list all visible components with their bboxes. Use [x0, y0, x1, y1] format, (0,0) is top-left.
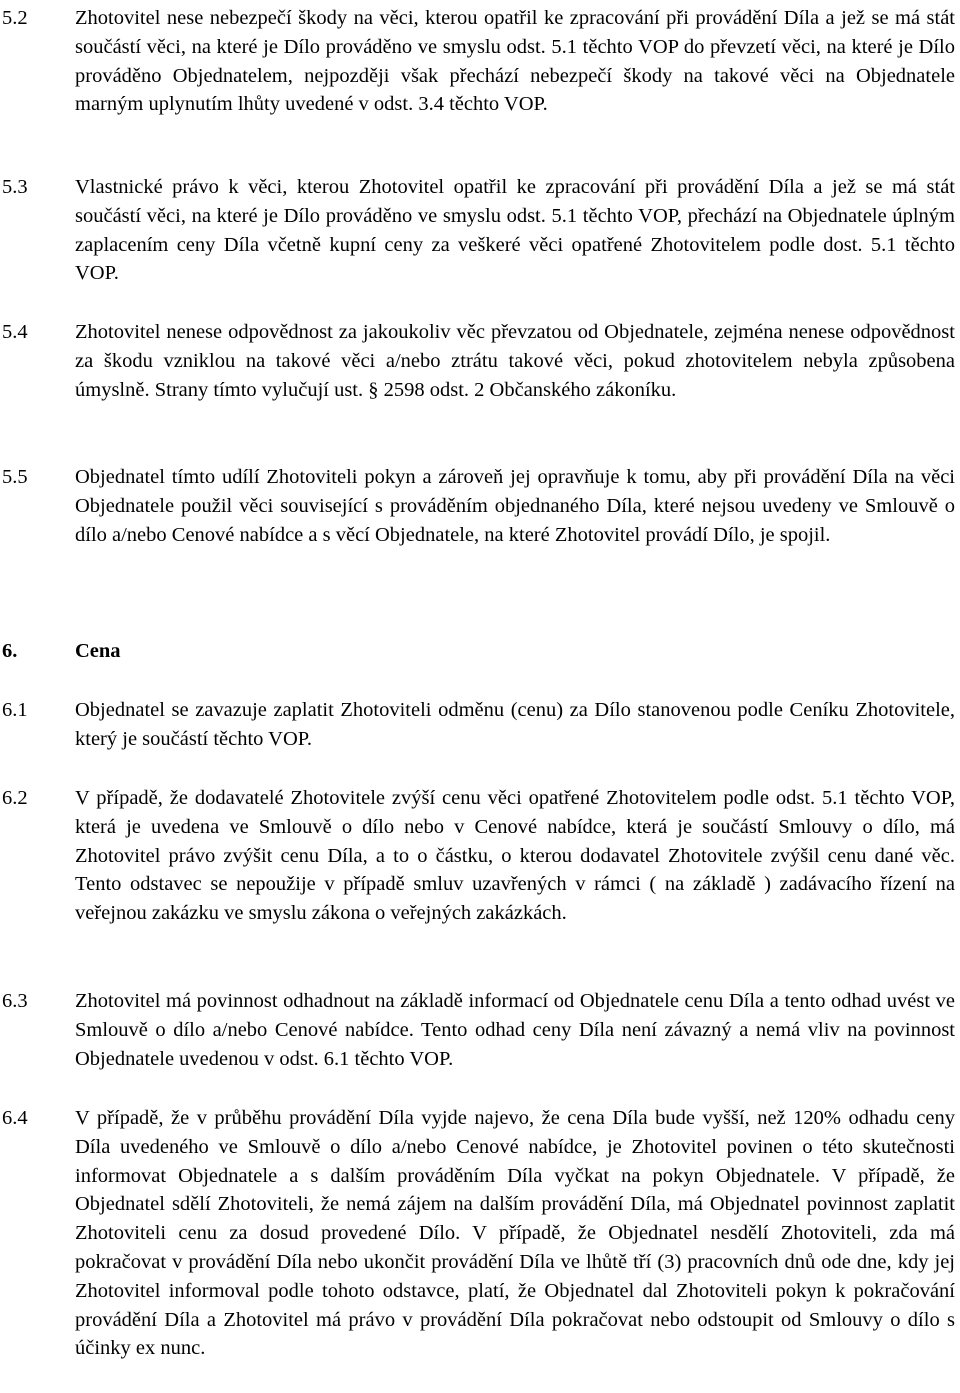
paragraph-number: 5.3	[2, 176, 28, 198]
paragraph-text: Objednatel se zavazuje zaplatit Zhotoviteli odměnu (cenu) za Dílo stanovenou podle Ceníku Zhotovitele, který je součástí těchto VOP.	[75, 699, 955, 750]
paragraph-text: Vlastnické právo k věci, kterou Zhotovitel opatřil ke zpracování při provádění Díla a jež se má stát součástí věci, na které je Dílo prováděno ve smyslu odst. 5.1 těchto VOP, přechází na Objednatele úplným zaplacením ceny Díla včetně kupní ceny za veškeré věci opatřené Zhotovitelem podle dost. 5.1 těchto VOP.	[75, 176, 955, 285]
section-number: 6.	[2, 640, 18, 662]
paragraph-text: V případě, že dodavatelé Zhotovitele zvýší cenu věci opatřené Zhotovitelem podle odst. 5.1 těchto VOP, která je uvedena ve Smlouvě o dílo nebo v Cenové nabídce, která je součástí Smlouvy o dílo, má Zhotovitel právo zvýšit cenu Díla, a to o částku, o kterou dodavatel Zhotovitele zvýšil cenu dané věc. Tento odstavec se nepoužije v případě smluv uzavřených v rámci ( na základě ) zadávacího řízení na veřejnou zakázku ve smyslu zákona o veřejných zakázkách.	[75, 787, 955, 925]
paragraph-number: 6.2	[2, 787, 28, 809]
paragraph-number: 6.4	[2, 1107, 28, 1129]
paragraph-text: Zhotovitel má povinnost odhadnout na základě informací od Objednatele cenu Díla a tento odhad uvést ve Smlouvě o dílo a/nebo Cenové nabídce. Tento odhad ceny Díla není závazný a nemá vliv na povinnost Objednatele uvedenou v odst. 6.1 těchto VOP.	[75, 990, 955, 1070]
section-title: Cena	[75, 640, 121, 662]
paragraph-text: Zhotovitel nese nebezpečí škody na věci, kterou opatřil ke zpracování při provádění Díla a jež se má stát součástí věci, na které je Dílo prováděno ve smyslu odst. 5.1 těchto VOP do převzetí věci, na které je Dílo prováděno Objednatelem, nejpozději však přechází nebezpečí škody na takové věci na Objednatele marným uplynutím lhůty uvedené v odst. 3.4 těchto VOP.	[75, 7, 955, 116]
paragraph-number: 6.3	[2, 990, 28, 1012]
paragraph-text: Objednatel tímto udílí Zhotoviteli pokyn a zároveň jej opravňuje k tomu, aby při provádění Díla na věci Objednatele použil věci související s prováděním objednaného Díla, které nejsou uvedeny ve Smlouvě o dílo a/nebo Cenové nabídce a s věcí Objednatele, na které Zhotovitel provádí Dílo, je spojil.	[75, 466, 955, 546]
paragraph-text: V případě, že v průběhu provádění Díla vyjde najevo, že cena Díla bude vyšší, než 120% odhadu ceny Díla uvedeného ve Smlouvě o dílo a/nebo Cenové nabídce, je Zhotovitel povinen o této skutečnosti informovat Objednatele a s dalším prováděním Díla vyčkat na pokyn Objednatele. V případě, že Objednatel sdělí Zhotoviteli, že nemá zájem na dalším provádění Díla, má Objednatel povinnost zaplatit Zhotoviteli cenu za dosud provedené Dílo. V případě, že Objednatel nesdělí Zhotoviteli, zda má pokračovat v provádění Díla nebo ukončit provádění Díla ve lhůtě tří (3) pracovních dnů ode dne, kdy jej Zhotovitel informoval podle tohoto odstavce, platí, že Objednatel dal Zhotoviteli pokyn k pokračování provádění Díla a Zhotovitel má právo v provádění Díla pokračovat nebo odstoupit od Smlouvy o dílo s účinky ex nunc.	[75, 1107, 955, 1360]
paragraph-number: 5.4	[2, 321, 28, 343]
paragraph-text: Zhotovitel nenese odpovědnost za jakoukoliv věc převzatou od Objednatele, zejména nenese odpovědnost za škodu vzniklou na takové věci a/nebo ztrátu takové věci, pokud zhotovitelem nebyla způsobena úmyslně. Strany tímto vylučují ust. § 2598 odst. 2 Občanského zákoníku.	[75, 321, 955, 401]
paragraph-number: 5.5	[2, 466, 28, 488]
paragraph-number: 5.2	[2, 7, 28, 29]
paragraph-number: 6.1	[2, 699, 28, 721]
